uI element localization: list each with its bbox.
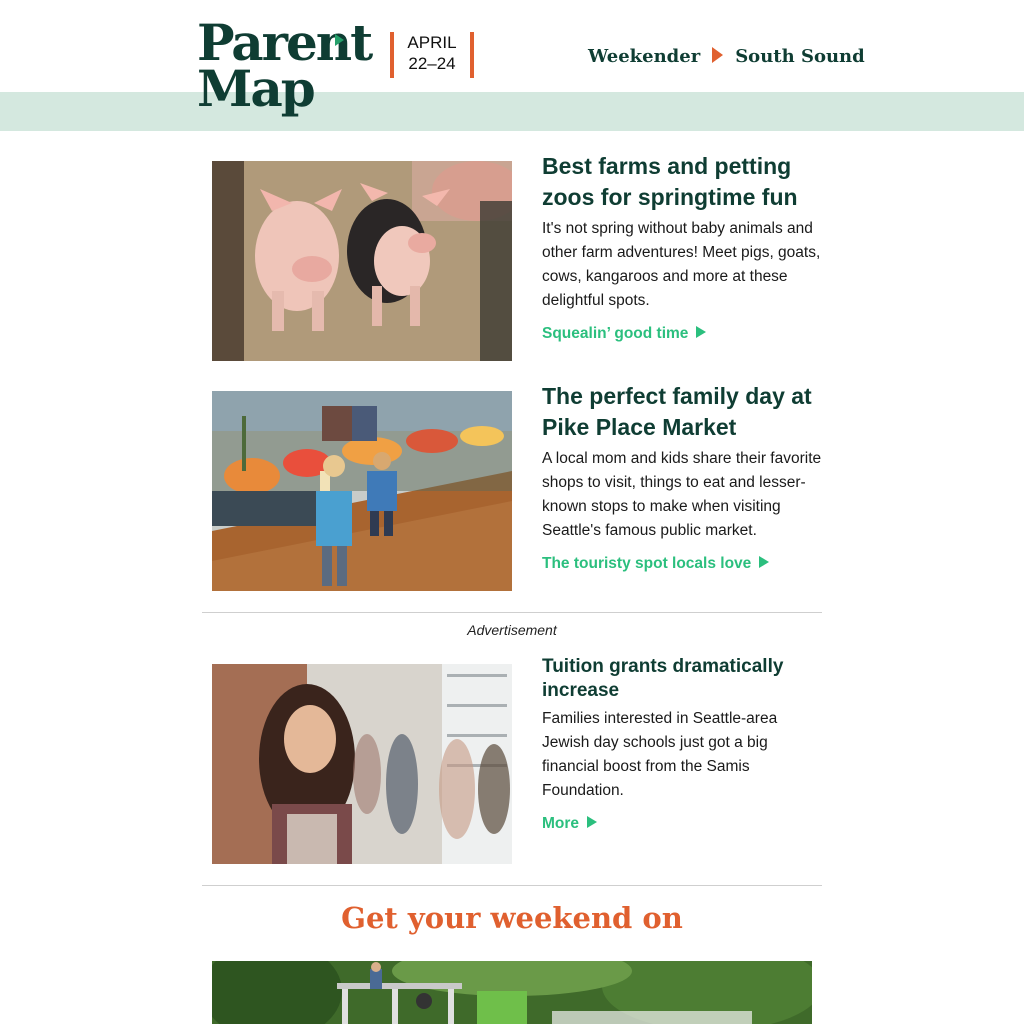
article-image-piglets[interactable] — [212, 161, 512, 361]
ad-article — [542, 655, 827, 835]
article-image-market[interactable] — [212, 391, 512, 591]
play-arrow-icon — [587, 816, 597, 828]
section-title: Get your weekend on — [341, 901, 683, 935]
article-link[interactable] — [542, 553, 769, 575]
edition-weekender: Weekender — [588, 46, 701, 67]
divider — [202, 612, 822, 613]
logo-word-map: Map — [197, 59, 314, 118]
edition-label — [588, 43, 865, 71]
parentmap-logo[interactable] — [197, 13, 372, 120]
ad-more-link[interactable] — [542, 813, 597, 835]
article-link-label: The touristy spot locals love — [542, 555, 752, 572]
divider — [202, 885, 822, 886]
issue-month: APRIL — [407, 33, 457, 52]
article-market — [542, 381, 827, 575]
article-piglets — [542, 151, 827, 345]
logo-word-parent: Parent — [197, 13, 372, 72]
issue-days: 22–24 — [408, 54, 456, 73]
ad-headline[interactable]: Tuition grants dramatically increase — [542, 656, 784, 701]
article-link[interactable] — [542, 323, 706, 345]
edition-arrow-icon — [712, 47, 723, 63]
article-description: It's not spring without baby animals and other farm adventures! Meet pigs, goats, cows, kangaroos and more at these delightful spots. — [542, 220, 821, 309]
play-arrow-icon — [696, 326, 706, 338]
article-headline[interactable]: Best farms and petting zoos for springtime fun — [542, 153, 798, 210]
edition-region: South Sound — [735, 46, 865, 67]
ad-image-student[interactable] — [212, 664, 512, 864]
logo-play-icon — [335, 34, 344, 46]
issue-date — [390, 32, 474, 78]
article-headline[interactable]: The perfect family day at Pike Place Market — [542, 383, 812, 440]
article-link-label: Squealin’ good time — [542, 325, 689, 342]
section-image-playground[interactable] — [212, 961, 812, 1024]
article-description: A local mom and kids share their favorite shops to visit, things to eat and lesser-known stops to make when visiting Seattle's famous public market. — [542, 450, 822, 539]
advertisement-label: Advertisement — [467, 622, 557, 638]
ad-description: Families interested in Seattle-area Jewish day schools just got a big financial boost from the Samis Foundation. — [542, 710, 778, 799]
play-arrow-icon — [759, 556, 769, 568]
ad-link-label: More — [542, 815, 580, 832]
